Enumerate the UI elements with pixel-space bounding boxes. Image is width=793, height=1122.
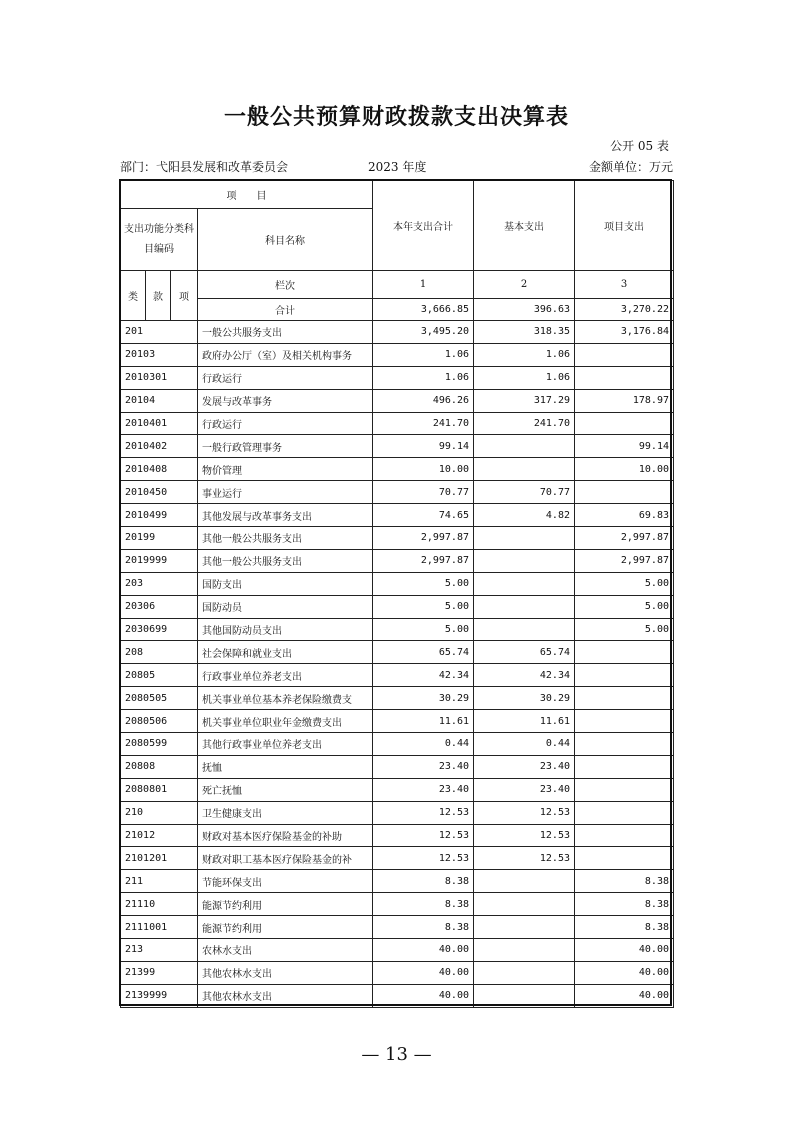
row-project <box>575 481 674 504</box>
row-project: 2,997.87 <box>575 549 674 572</box>
row-subject-name: 财政对职工基本医疗保险基金的补 <box>198 847 373 870</box>
row-subject-name: 机关事业单位职业年金缴费支出 <box>198 710 373 733</box>
table-row <box>121 412 674 435</box>
row-code: 2080801 <box>121 778 198 801</box>
row-subject-name: 社会保障和就业支出 <box>198 641 373 664</box>
row-subject-name: 其他农林水支出 <box>198 984 373 1007</box>
row-subject-name: 其他农林水支出 <box>198 961 373 984</box>
row-basic <box>474 961 575 984</box>
row-project: 10.00 <box>575 458 674 481</box>
row-project: 69.83 <box>575 504 674 527</box>
row-total: 42.34 <box>373 664 474 687</box>
row-basic: 318.35 <box>474 321 575 344</box>
row-code: 2030699 <box>121 618 198 641</box>
budget-table <box>120 180 674 1008</box>
row-basic: 65.74 <box>474 641 575 664</box>
row-total: 8.38 <box>373 893 474 916</box>
row-subject-name: 其他国防动员支出 <box>198 618 373 641</box>
table-row <box>121 733 674 756</box>
row-project: 2,997.87 <box>575 527 674 550</box>
table-row <box>121 481 674 504</box>
col-number-3: 3 <box>575 271 674 299</box>
row-code: 21110 <box>121 893 198 916</box>
total-column-header: 本年支出合计 <box>373 181 474 271</box>
row-subject-name: 抚恤 <box>198 755 373 778</box>
table-row <box>121 549 674 572</box>
row-basic <box>474 893 575 916</box>
row-project: 5.00 <box>575 595 674 618</box>
subject-name-header: 科目名称 <box>198 209 373 271</box>
row-code: 2101201 <box>121 847 198 870</box>
row-total: 30.29 <box>373 687 474 710</box>
basic-column-header: 基本支出 <box>474 181 575 271</box>
row-subject-name: 其他一般公共服务支出 <box>198 527 373 550</box>
row-subject-name: 农林水支出 <box>198 939 373 962</box>
row-project <box>575 755 674 778</box>
department-label: 部门：弋阳县发展和改革委员会 <box>120 160 289 174</box>
row-total: 12.53 <box>373 824 474 847</box>
row-subject-name: 行政运行 <box>198 366 373 389</box>
table-row <box>121 870 674 893</box>
page-number: — 13 — <box>361 1044 432 1065</box>
row-subject-name: 事业运行 <box>198 481 373 504</box>
row-subject-name: 财政对基本医疗保险基金的补助 <box>198 824 373 847</box>
table-row <box>121 939 674 962</box>
row-code: 2010402 <box>121 435 198 458</box>
row-basic: 23.40 <box>474 755 575 778</box>
table-row <box>121 961 674 984</box>
row-code: 20103 <box>121 343 198 366</box>
row-subject-name: 政府办公厅（室）及相关机构事务 <box>198 343 373 366</box>
row-subject-name: 行政运行 <box>198 412 373 435</box>
table-row <box>121 755 674 778</box>
row-basic: 42.34 <box>474 664 575 687</box>
row-code: 21012 <box>121 824 198 847</box>
row-code: 20306 <box>121 595 198 618</box>
row-code: 203 <box>121 572 198 595</box>
col-number-2: 2 <box>474 271 575 299</box>
row-basic: 317.29 <box>474 389 575 412</box>
row-code: 2010499 <box>121 504 198 527</box>
row-code: 2080506 <box>121 710 198 733</box>
row-code: 210 <box>121 801 198 824</box>
table-row <box>121 710 674 733</box>
lei-header: 类 <box>121 271 146 321</box>
table-row <box>121 527 674 550</box>
row-subject-name: 国防动员 <box>198 595 373 618</box>
table-row <box>121 458 674 481</box>
table-row <box>121 664 674 687</box>
project-column-header: 项目支出 <box>575 181 674 271</box>
row-subject-name: 发展与改革事务 <box>198 389 373 412</box>
row-code: 2080599 <box>121 733 198 756</box>
row-total: 10.00 <box>373 458 474 481</box>
row-total: 40.00 <box>373 984 474 1007</box>
row-project: 8.38 <box>575 870 674 893</box>
year-label: 2023 年度 <box>368 160 427 174</box>
project-header: 项 目 <box>121 181 373 209</box>
total-row <box>121 299 674 321</box>
row-code: 21399 <box>121 961 198 984</box>
row-project: 40.00 <box>575 961 674 984</box>
lanci-label: 栏次 <box>198 271 373 299</box>
row-total: 99.14 <box>373 435 474 458</box>
row-basic: 23.40 <box>474 778 575 801</box>
row-total: 8.38 <box>373 916 474 939</box>
row-total: 5.00 <box>373 595 474 618</box>
row-project <box>575 664 674 687</box>
row-basic: 70.77 <box>474 481 575 504</box>
table-row <box>121 366 674 389</box>
row-project <box>575 687 674 710</box>
row-project <box>575 824 674 847</box>
row-subject-name: 物价管理 <box>198 458 373 481</box>
row-subject-name: 国防支出 <box>198 572 373 595</box>
row-subject-name: 其他一般公共服务支出 <box>198 549 373 572</box>
meta-line <box>120 158 673 176</box>
row-project <box>575 801 674 824</box>
row-total: 3,495.20 <box>373 321 474 344</box>
row-total: 0.44 <box>373 733 474 756</box>
row-code: 2111001 <box>121 916 198 939</box>
row-basic: 0.44 <box>474 733 575 756</box>
table-row <box>121 504 674 527</box>
row-code: 20808 <box>121 755 198 778</box>
row-subject-name: 节能环保支出 <box>198 870 373 893</box>
row-project <box>575 641 674 664</box>
row-subject-name: 一般公共服务支出 <box>198 321 373 344</box>
row-total: 5.00 <box>373 618 474 641</box>
row-code: 2010301 <box>121 366 198 389</box>
row-basic <box>474 916 575 939</box>
row-total: 496.26 <box>373 389 474 412</box>
row-code: 2139999 <box>121 984 198 1007</box>
row-project <box>575 366 674 389</box>
row-basic <box>474 572 575 595</box>
row-code: 201 <box>121 321 198 344</box>
row-basic <box>474 458 575 481</box>
row-subject-name: 能源节约利用 <box>198 916 373 939</box>
row-code: 2019999 <box>121 549 198 572</box>
row-project <box>575 847 674 870</box>
row-project: 40.00 <box>575 984 674 1007</box>
row-subject-name: 其他发展与改革事务支出 <box>198 504 373 527</box>
row-code: 2080505 <box>121 687 198 710</box>
row-basic <box>474 870 575 893</box>
row-basic: 12.53 <box>474 824 575 847</box>
row-basic <box>474 595 575 618</box>
page-title: 一般公共预算财政拨款支出决算表 <box>223 104 569 130</box>
row-total: 23.40 <box>373 778 474 801</box>
row-project: 5.00 <box>575 618 674 641</box>
total-project: 3,270.22 <box>575 299 674 321</box>
row-project: 5.00 <box>575 572 674 595</box>
row-subject-name: 行政事业单位养老支出 <box>198 664 373 687</box>
row-total: 1.06 <box>373 366 474 389</box>
row-project: 178.97 <box>575 389 674 412</box>
row-subject-name: 一般行政管理事务 <box>198 435 373 458</box>
table-row <box>121 916 674 939</box>
row-total: 65.74 <box>373 641 474 664</box>
table-row <box>121 343 674 366</box>
table-row <box>121 389 674 412</box>
table-row <box>121 435 674 458</box>
row-project <box>575 733 674 756</box>
row-basic <box>474 549 575 572</box>
table-row <box>121 801 674 824</box>
total-label: 合计 <box>198 299 373 321</box>
row-code: 211 <box>121 870 198 893</box>
row-project <box>575 778 674 801</box>
row-basic: 30.29 <box>474 687 575 710</box>
row-total: 1.06 <box>373 343 474 366</box>
row-project <box>575 710 674 733</box>
table-row <box>121 618 674 641</box>
row-basic: 12.53 <box>474 801 575 824</box>
form-number: 公开 05 表 <box>610 139 669 153</box>
row-subject-name: 死亡抚恤 <box>198 778 373 801</box>
header-row-1 <box>121 181 674 209</box>
row-code: 2010408 <box>121 458 198 481</box>
row-basic <box>474 527 575 550</box>
row-basic <box>474 984 575 1007</box>
row-subject-name: 能源节约利用 <box>198 893 373 916</box>
row-basic: 11.61 <box>474 710 575 733</box>
table-row <box>121 321 674 344</box>
row-project <box>575 343 674 366</box>
col-number-1: 1 <box>373 271 474 299</box>
column-number-row <box>121 271 674 299</box>
row-total: 74.65 <box>373 504 474 527</box>
row-basic <box>474 939 575 962</box>
table-row <box>121 572 674 595</box>
row-total: 2,997.87 <box>373 549 474 572</box>
row-total: 23.40 <box>373 755 474 778</box>
row-code: 208 <box>121 641 198 664</box>
row-project: 3,176.84 <box>575 321 674 344</box>
table-row <box>121 687 674 710</box>
row-basic: 1.06 <box>474 343 575 366</box>
row-code: 20199 <box>121 527 198 550</box>
row-basic <box>474 618 575 641</box>
func-class-header: 支出功能分类科目编码 <box>121 209 198 271</box>
row-project: 40.00 <box>575 939 674 962</box>
row-total: 5.00 <box>373 572 474 595</box>
table-row <box>121 847 674 870</box>
row-basic: 12.53 <box>474 847 575 870</box>
row-code: 2010401 <box>121 412 198 435</box>
row-project: 8.38 <box>575 893 674 916</box>
table-row <box>121 893 674 916</box>
row-project <box>575 412 674 435</box>
unit-label: 金额单位：万元 <box>588 160 673 174</box>
total-amount: 3,666.85 <box>373 299 474 321</box>
row-total: 241.70 <box>373 412 474 435</box>
row-code: 213 <box>121 939 198 962</box>
row-code: 20805 <box>121 664 198 687</box>
row-project: 8.38 <box>575 916 674 939</box>
row-total: 11.61 <box>373 710 474 733</box>
table-row <box>121 984 674 1007</box>
row-subject-name: 机关事业单位基本养老保险缴费支 <box>198 687 373 710</box>
row-basic: 1.06 <box>474 366 575 389</box>
row-basic: 4.82 <box>474 504 575 527</box>
table-row <box>121 778 674 801</box>
total-basic: 396.63 <box>474 299 575 321</box>
table-row <box>121 595 674 618</box>
row-subject-name: 卫生健康支出 <box>198 801 373 824</box>
row-code: 20104 <box>121 389 198 412</box>
row-basic: 241.70 <box>474 412 575 435</box>
row-code: 2010450 <box>121 481 198 504</box>
row-total: 8.38 <box>373 870 474 893</box>
table-row <box>121 641 674 664</box>
row-subject-name: 其他行政事业单位养老支出 <box>198 733 373 756</box>
kuan-header: 款 <box>146 271 171 321</box>
row-total: 40.00 <box>373 939 474 962</box>
row-basic <box>474 435 575 458</box>
row-total: 70.77 <box>373 481 474 504</box>
row-total: 12.53 <box>373 847 474 870</box>
row-total: 40.00 <box>373 961 474 984</box>
xiang-header: 项 <box>171 271 198 321</box>
row-total: 12.53 <box>373 801 474 824</box>
row-project: 99.14 <box>575 435 674 458</box>
table-row <box>121 824 674 847</box>
row-total: 2,997.87 <box>373 527 474 550</box>
